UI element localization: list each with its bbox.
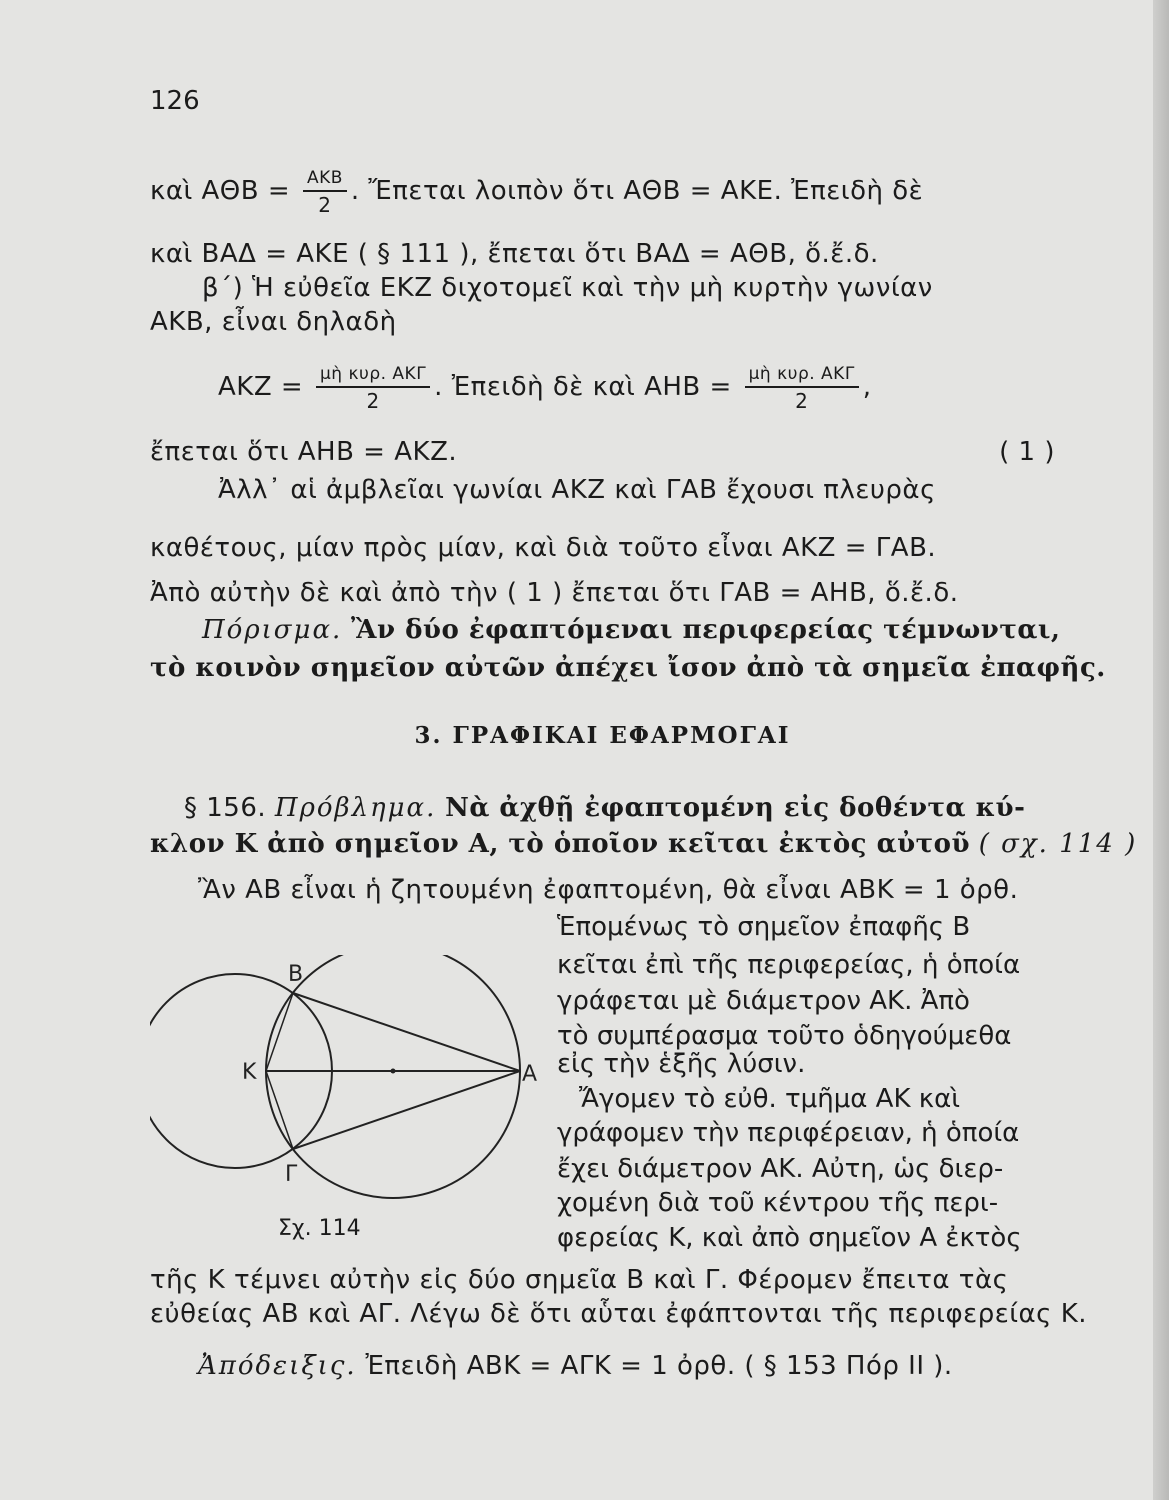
- bottom-line-1: τῆς Κ τέμνει αὐτὴν εἰς δύο σημεῖα Β καὶ Γ. Φέρομεν ἔπειτα τὰς: [150, 1265, 1009, 1295]
- fraction: $\frac{\text{ΑΚΒ}}{2}$: [303, 168, 347, 215]
- tangent-ab: [293, 993, 520, 1071]
- tangent-ag: [293, 1071, 520, 1149]
- radius-kg: [266, 1071, 293, 1149]
- text-line-5: ΑΚΖ = $\frac{\text{μὴ κυρ. ΑΚΓ}}{2}$ . Ἐπειδὴ δὲ καὶ ΑΗΒ = $\frac{\text{μὴ κυρ. ΑΚΓ}}{2}$ ,: [218, 364, 872, 413]
- paragraph-line: Ἂν ΑΒ εἶναι ἡ ζητουμένη ἐφαπτομένη, θὰ εἶναι ΑΒΚ = 1 ὀρθ.: [198, 875, 1019, 905]
- corollary-label: Πόρισμα.: [202, 615, 343, 645]
- label-b: Β: [288, 962, 304, 987]
- right-text-6: Ἄγομεν τὸ εὐθ. τμῆμα ΑΚ καὶ: [579, 1084, 961, 1114]
- right-text-3: γράφεται μὲ διάμετρον ΑΚ. Ἀπὸ: [557, 986, 970, 1016]
- radius-kb: [266, 993, 293, 1071]
- equation-tag: ( 1 ): [999, 437, 1055, 467]
- circle-ak: [266, 955, 520, 1198]
- label-k: Κ: [242, 1060, 257, 1085]
- fraction: $\frac{\text{μὴ κυρ. ΑΚΓ}}{2}$: [745, 364, 859, 411]
- text-line-9: Ἀπὸ αὐτὴν δὲ καὶ ἀπὸ τὴν ( 1 ) ἔπεται ὅτι ΓΑΒ = ΑΗΒ, ὅ.ἔ.δ.: [150, 578, 959, 608]
- text-line-3: β΄) Ἡ εὐθεῖα ΕΚΖ διχοτομεῖ καὶ τὴν μὴ κυρτὴν γωνίαν: [202, 273, 933, 303]
- text-line-7: Ἀλλ᾽ αἱ ἀμβλεῖαι γωνίαι ΑΚΖ καὶ ΓΑΒ ἔχουσι πλευρὰς: [218, 475, 936, 505]
- right-text-2: κεῖται ἐπὶ τῆς περιφερείας, ἡ ὁποία: [557, 950, 1021, 980]
- fraction: $\frac{\text{μὴ κυρ. ΑΚΓ}}{2}$: [316, 364, 430, 411]
- right-text-10: φερείας Κ, καὶ ἀπὸ σημεῖον Α ἐκτὸς: [557, 1223, 1022, 1253]
- corollary-line-2: τὸ κοινὸν σημεῖον αὐτῶν ἀπέχει ἴσον ἀπὸ τὰ σημεῖα ἐπαφῆς.: [150, 653, 1106, 683]
- right-text-8: ἔχει διάμετρον ΑΚ. Αὐτη, ὡς διερ-: [557, 1154, 1004, 1184]
- figure-reference: ( σχ. 114 ): [978, 829, 1138, 859]
- corollary-line-1: Πόρισμα. Ἂν δύο ἐφαπτόμεναι περιφερείας τέμνωνται,: [202, 615, 1061, 645]
- text-line-1: καὶ ΑΘΒ = $\frac{\text{ΑΚΒ}}{2}$ . Ἔπεται λοιπὸν ὅτι ΑΘΒ = ΑΚΕ. Ἐπειδὴ δὲ: [150, 168, 924, 217]
- right-text-5: εἰς τὴν ἑξῆς λύσιν.: [557, 1049, 806, 1079]
- center-point: [391, 1069, 396, 1074]
- text-line-4: ΑΚΒ, εἶναι δηλαδὴ: [150, 307, 397, 337]
- text-line-8: καθέτους, μίαν πρὸς μίαν, καὶ διὰ τοῦτο εἶναι ΑΚΖ = ΓΑΒ.: [150, 533, 937, 563]
- right-text-4: τὸ συμπέρασμα τοῦτο ὁδηγούμεθα: [557, 1021, 1012, 1051]
- section-number: § 156.: [184, 793, 267, 823]
- problem-line-2: κλον Κ ἀπὸ σημεῖον Α, τὸ ὁποῖον κεῖται ἐκτὸς αὐτοῦ ( σχ. 114 ): [150, 829, 1138, 859]
- proof-line: Ἀπόδειξις. Ἐπειδὴ ΑΒΚ = ΑΓΚ = 1 ὀρθ. ( § 153 Πόρ ΙΙ ).: [198, 1351, 953, 1381]
- section-title: 3. ΓΡΑΦΙΚΑΙ ΕΦΑΡΜΟΓΑΙ: [414, 722, 791, 749]
- right-text-7: γράφομεν τὴν περιφέρειαν, ἡ ὁποία: [557, 1118, 1020, 1148]
- problem-label: Πρόβλημα.: [274, 793, 437, 823]
- label-a: Α: [522, 1062, 538, 1087]
- page-number: 126: [150, 86, 200, 116]
- proof-label: Ἀπόδειξις.: [198, 1351, 357, 1381]
- right-text-1: Ἑπομένως τὸ σημεῖον ἐπαφῆς Β: [557, 912, 971, 942]
- figure-114: [150, 955, 550, 1215]
- text-line-2: καὶ ΒΑΔ = ΑΚΕ ( § 111 ), ἔπεται ὅτι ΒΑΔ = ΑΘΒ, ὅ.ἔ.δ.: [150, 239, 879, 269]
- page-edge: [1153, 0, 1169, 1500]
- problem-line-1: § 156. Πρόβλημα. Νὰ ἀχθῇ ἐφαπτομένη εἰς δοθέντα κύ-: [184, 793, 1026, 823]
- bottom-line-2: εὐθείας ΑΒ καὶ ΑΓ. Λέγω δὲ ὅτι αὗται ἐφάπτονται τῆς περιφερείας Κ.: [150, 1299, 1088, 1329]
- figure-caption: Σχ. 114: [278, 1216, 361, 1241]
- right-text-9: χομένη διὰ τοῦ κέντρου τῆς περι-: [557, 1188, 999, 1218]
- label-g: Γ: [285, 1162, 298, 1187]
- text-line-6: ἔπεται ὅτι ΑΗΒ = ΑΚΖ. ( 1 ): [150, 437, 1055, 467]
